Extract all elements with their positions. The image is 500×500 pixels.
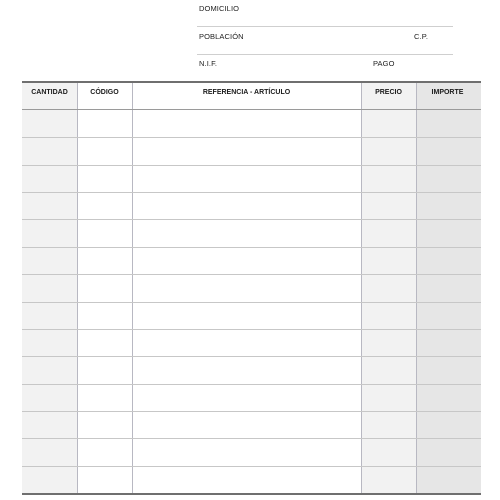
- header-referencia: REFERENCIA - ARTÍCULO: [202, 89, 291, 96]
- column-divider: [132, 83, 133, 493]
- domicilio-label: DOMICILIO: [199, 4, 240, 13]
- header-precio: PRECIO: [375, 89, 402, 96]
- pago-label: PAGO: [373, 59, 395, 68]
- table-row: [22, 247, 481, 248]
- table-row: [22, 192, 481, 193]
- table-row: [22, 274, 481, 275]
- table-row: [22, 356, 481, 357]
- header-codigo: CÓDIGO: [90, 89, 119, 96]
- nif-label: N.I.F.: [199, 59, 218, 68]
- column-divider: [361, 83, 362, 493]
- poblacion-label: POBLACIÓN: [199, 32, 244, 41]
- domicilio-line: [197, 26, 453, 27]
- table-row: [22, 302, 481, 303]
- importe-column: [416, 83, 481, 493]
- table-row: [22, 438, 481, 439]
- items-table: [22, 81, 481, 495]
- table-row: [22, 165, 481, 166]
- column-divider: [416, 83, 417, 493]
- table-row: [22, 137, 481, 138]
- table-row: [22, 329, 481, 330]
- poblacion-line: [197, 54, 453, 55]
- table-row: [22, 466, 481, 467]
- cp-label: C.P.: [414, 32, 429, 41]
- table-row: [22, 384, 481, 385]
- cantidad-column: [22, 83, 77, 493]
- header-cantidad: CANTIDAD: [31, 89, 68, 96]
- table-row: [22, 411, 481, 412]
- header-divider: [22, 109, 481, 110]
- precio-column: [361, 83, 416, 493]
- column-divider: [77, 83, 78, 493]
- header-importe: IMPORTE: [431, 89, 464, 96]
- table-row: [22, 219, 481, 220]
